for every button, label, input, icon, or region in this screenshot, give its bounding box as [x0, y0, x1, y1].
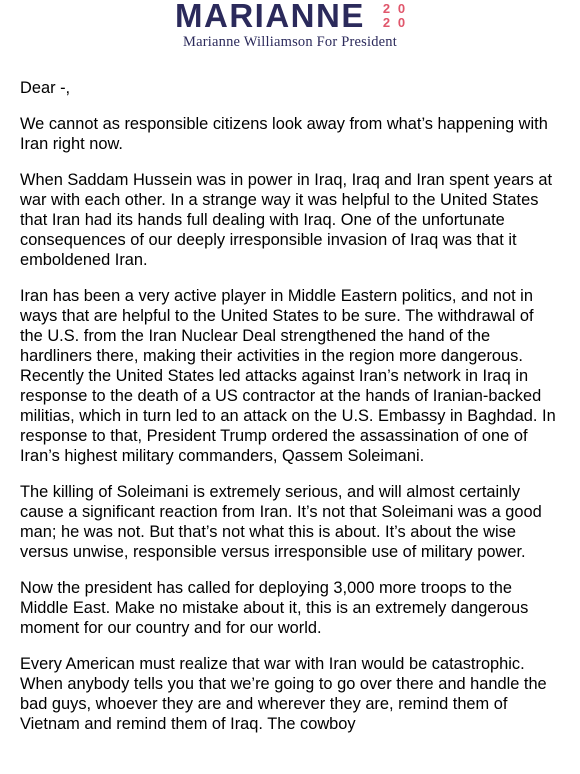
- email-header: [0, 0, 580, 60]
- logo-year-mark: [380, 2, 410, 30]
- letter-paragraph: We cannot as responsible citizens look away from what’s happening with Iran right now.: [20, 115, 548, 153]
- logo-year-digit: 0: [397, 15, 406, 30]
- letter-paragraph: Now the president has called for deploying 3,000 more troops to the Middle East. Make no mistake about it, this is an extremely dangerous moment for our country and for our world.: [20, 579, 529, 637]
- logo-year-digit: 2: [382, 15, 391, 30]
- letter-paragraph: The killing of Soleimani is extremely serious, and will almost certainly cause a significant reaction from Iran. It’s not that Soleimani was a good man; he was not. But that’s not what this is about. It’s about the wise versus unwise, responsible versus irresponsible use of military power.: [20, 483, 542, 561]
- letter-greeting: Dear -,: [20, 79, 71, 97]
- letter-paragraph: Every American must realize that war with Iran would be catastrophic. When anybody tells you that we’re going to go over there and handle the bad guys, whoever they are and wherever they are, remind them of Vietnam and remind them of Iraq. The cowboy: [20, 655, 547, 733]
- logo-year-digit: 0: [397, 1, 406, 16]
- letter-body: [20, 78, 560, 750]
- letter-paragraph: Iran has been a very active player in Middle Eastern politics, and not in ways that are helpful to the United States to be sure. The withdrawal of the U.S. from the Iran Nuclear Deal strengthened the hand of the hardliners there, making their activities in the region more dangerous. Recently the United States led attacks against Iran’s network in Iraq in response to the death of a US contractor at the hands of Iranian-backed militias, which in turn led to an attack on the U.S. Embassy in Baghdad. In response to that, President Trump ordered the assassination of one of Iran’s highest military commanders, Qassem Soleimani.: [20, 287, 556, 465]
- campaign-tagline: Marianne Williamson For President: [183, 34, 397, 50]
- letter-paragraph: When Saddam Hussein was in power in Iraq, Iraq and Iran spent years at war with each other. In a strange way it was helpful to the United States that Iran had its hands full dealing with Iraq. One of the unfortunate consequences of our deeply irresponsible invasion of Iraq was that it emboldened Iran.: [20, 171, 553, 269]
- logo-wordmark: MARIANNE: [175, 0, 365, 34]
- campaign-logo: [175, 0, 410, 32]
- logo-year-digit: 2: [382, 1, 391, 16]
